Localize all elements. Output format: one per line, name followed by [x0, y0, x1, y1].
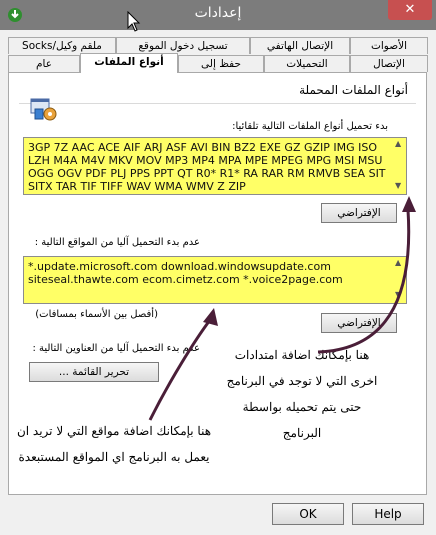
scroll-down-icon-2[interactable]: ▼ [395, 290, 402, 299]
tab-sounds[interactable]: الأصوات [350, 37, 428, 54]
auto-types-label: بدء تحميل أنواع الملفات التالية تلقائيا: [232, 121, 388, 132]
default-sites-button[interactable]: الإفتراضي [321, 313, 397, 333]
addresses-label: عدم بدء التحميل آليا من العناوين التالية : [32, 343, 200, 354]
scroll-down-icon[interactable]: ▼ [395, 181, 402, 190]
auto-types-textarea[interactable]: 3GP 7Z AAC ACE AIF ARJ ASF AVI BIN BZ2 EXE GZ GZIP IMG ISO LZH M4A M4V MKV MOV MP3 MP4 MPA MPE MPEG MPG MSI MSU OGG OGV PDF PLJ PPS PPT QT R0* R1* RA RAR RM RMVB SEA SIT SITX TAR TIF TIFF WAV WMA WMV Z ZIP [23, 137, 407, 195]
annotation-excluded-sites: هنا بإمكانك اضافة مواقع التي لا تريد ان يعمل به البرنامج اي المواقع المستبعدة [16, 424, 212, 464]
edit-list-button[interactable]: تحرير القائمة ... [29, 362, 159, 382]
default-types-button[interactable]: الإفتراضي [321, 203, 397, 223]
tab-file-types[interactable]: أنواع الملفات [80, 53, 178, 73]
close-button[interactable]: ✕ [388, 0, 432, 20]
window-title: إعدادات [194, 5, 242, 21]
tab-connection[interactable]: الإتصال [350, 55, 428, 72]
tab-dial-up[interactable]: الإتصال الهاتفي [250, 37, 350, 54]
tab-general[interactable]: عام [8, 55, 80, 72]
tab-save-to[interactable]: حفظ إلى [178, 55, 264, 72]
excluded-sites-textarea[interactable]: *.update.microsoft.com download.windowsupdate.com siteseal.thawte.com ecom.cimetz.com *.voice2page.com [23, 256, 407, 304]
tab-downloads[interactable]: التحميلات [264, 55, 350, 72]
tab-socks-proxy[interactable]: Socks/ملقم وكيل [8, 37, 116, 54]
sites-hint: (أفصل بين الأسماء بمسافات) [35, 309, 158, 320]
tab-site-login[interactable]: تسجيل دخول الموقع [116, 37, 250, 54]
group-title: أنواع الملفات المحملة [299, 83, 408, 97]
scroll-up-icon[interactable]: ▲ [395, 139, 402, 148]
sites-label: عدم بدء التحميل آليا من المواقع التالية : [34, 237, 200, 248]
scroll-up-icon-2[interactable]: ▲ [395, 258, 402, 267]
annotation-extensions: هنا بإمكانك اضافة امتدادات اخرى التي لا توجد في البرنامج حتى يتم تحميله بواسطة البرنامج [226, 348, 378, 440]
ok-button[interactable]: OK [272, 503, 344, 525]
help-button[interactable]: Help [352, 503, 424, 525]
